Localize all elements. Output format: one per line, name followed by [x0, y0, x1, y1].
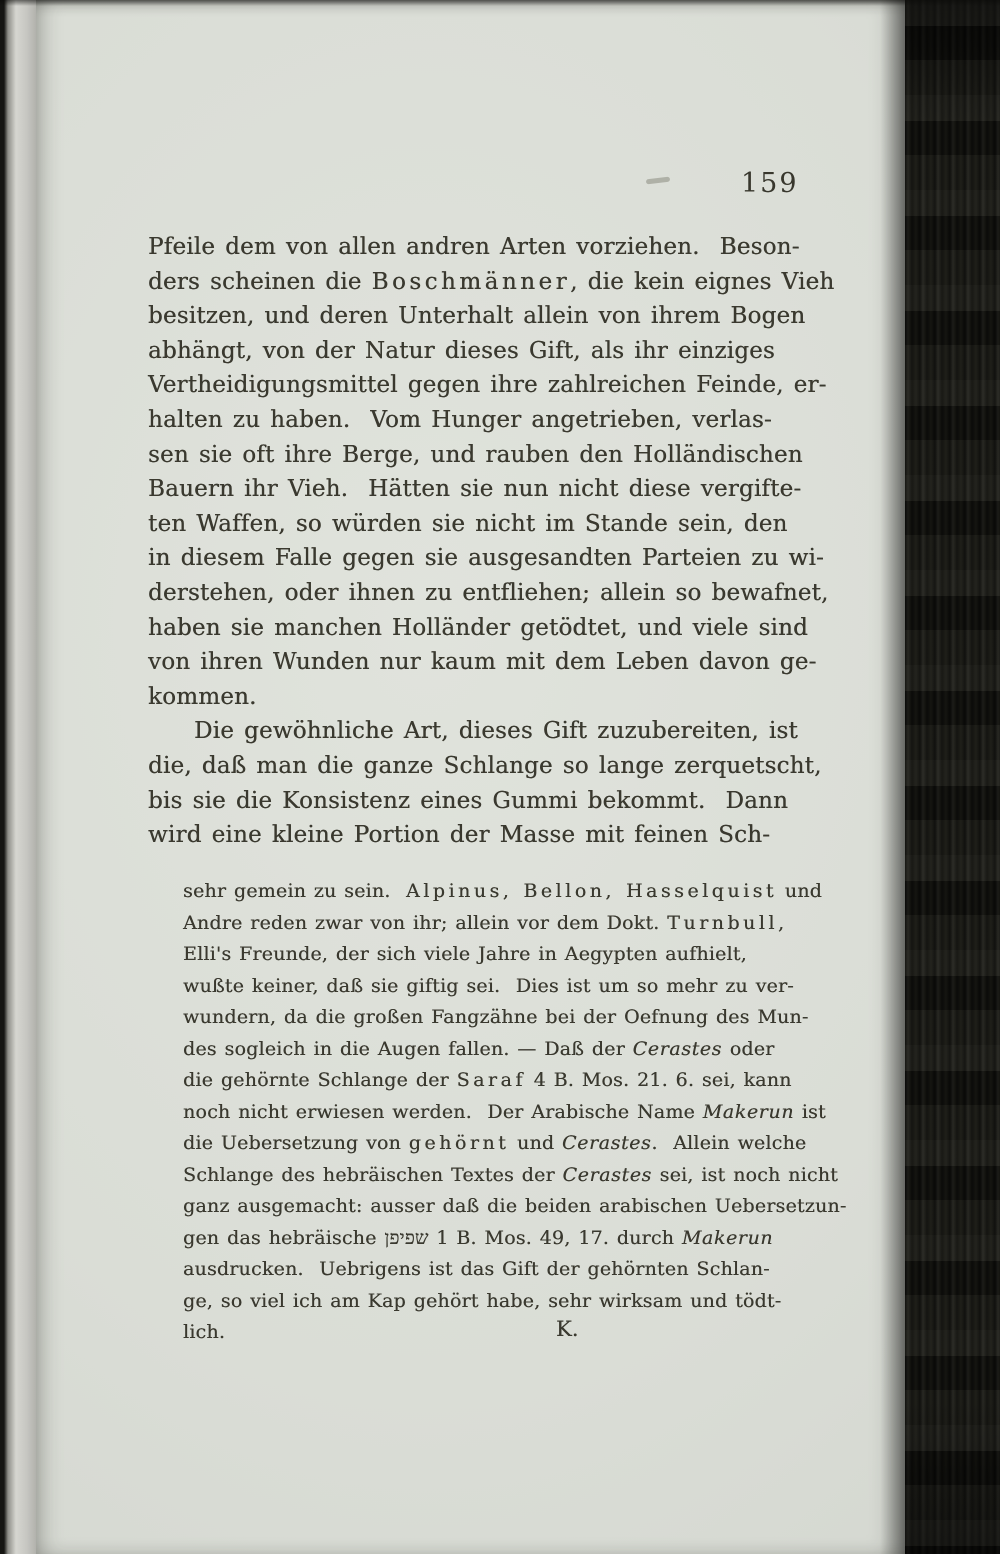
text-line [148, 299, 808, 334]
text-line [183, 1065, 803, 1097]
text-line [148, 818, 808, 853]
text-line [183, 876, 823, 908]
letterspaced-word: Turnbull [667, 911, 778, 934]
text-line [183, 1223, 803, 1255]
text-segment: die Uebersetzung von [183, 1132, 409, 1154]
paragraph [148, 230, 835, 714]
text-segment: , [777, 911, 785, 934]
text-line [183, 1160, 839, 1192]
text-segment: noch nicht erwiesen werden. Der Arabische Name [183, 1100, 703, 1123]
paragraph [148, 714, 822, 852]
text-line [183, 1034, 803, 1066]
text-segment: ganz ausgemacht: ausser daß die beiden arabischen Uebersetzun- [183, 1195, 847, 1217]
text-segment: lich. [183, 1321, 226, 1343]
text-segment: in diesem Falle gegen sie ausgesandten Parteien zu wi- [148, 545, 824, 572]
text-segment: die, daß man die ganze Schlange so lange zerquetscht, [148, 752, 822, 779]
scan-right-edge [905, 0, 1000, 1554]
text-segment: sei, ist noch nicht [651, 1163, 839, 1186]
text-segment: die gehörnte Schlange der [183, 1069, 457, 1091]
latin-italic-word: Cerastes [562, 1163, 652, 1186]
text-segment: Andre reden zwar von ihr; allein vor dem Dokt. [183, 911, 668, 934]
text-line [148, 784, 808, 819]
text-segment: ders scheinen die [148, 268, 372, 295]
text-line [183, 1317, 803, 1349]
text-segment: Elli's Freunde, der sich viele Jahre in Aegypten aufhielt, [183, 943, 747, 965]
latin-italic-word: Makerun [702, 1100, 795, 1123]
text-line [183, 1286, 803, 1318]
text-segment: derstehen, oder ihnen zu entfliehen; allein so bewafnet, [148, 579, 829, 606]
text-segment: Bauern ihr Vieh. Hätten sie nun nicht diese vergifte- [148, 476, 802, 503]
text-segment: haben sie manchen Holländer getödtet, und viele sind [148, 614, 808, 641]
text-segment: und [777, 880, 823, 902]
text-segment: wird eine kleine Portion der Masse mit feinen Sch- [148, 822, 771, 849]
text-segment: ge, so viel ich am Kap gehört habe, sehr wirksam und tödt- [183, 1289, 782, 1312]
text-line [148, 368, 827, 403]
text-segment: und [509, 1132, 562, 1154]
text-segment: kommen. [148, 683, 257, 710]
page-paper [36, 0, 905, 1554]
footnote [183, 876, 847, 1349]
hebrew-word: שפיפן [384, 1226, 429, 1249]
text-line [148, 541, 824, 576]
text-line [148, 749, 822, 784]
text-segment: 4 B. Mos. 21. 6. sei, kann [525, 1069, 792, 1091]
scan-top-edge [0, 0, 1000, 6]
text-segment: , die kein eignes Vieh [570, 268, 835, 295]
latin-italic-word: Makerun [681, 1226, 774, 1249]
text-line [183, 1002, 809, 1034]
text-segment: Vertheidigungsmittel gegen ihre zahlreichen Feinde, er- [148, 372, 827, 399]
text-segment: Schlange des hebräischen Textes der [183, 1163, 563, 1186]
text-segment: bis sie die Konsistenz eines Gummi bekommt. Dann [148, 787, 789, 814]
text-segment: 1 B. Mos. 49, 17. durch [428, 1226, 682, 1249]
paper-right-shadow [880, 0, 905, 1554]
letterspaced-word: Saraf [456, 1069, 526, 1091]
text-segment: . Allein welche [651, 1132, 807, 1154]
text-segment: wußte keiner, daß sie giftig sei. Dies ist um so mehr zu ver- [183, 974, 794, 997]
scan-left-edge [0, 0, 36, 1554]
text-segment: ist [794, 1100, 826, 1123]
text-line [148, 472, 808, 507]
page-number: 159 [741, 168, 799, 199]
text-segment: von ihren Wunden nur kaum mit dem Leben davon ge- [148, 649, 817, 676]
text-line [148, 680, 808, 715]
text-segment: sehr gemein zu sein. [183, 880, 406, 902]
text-line [183, 1128, 807, 1160]
text-line [148, 230, 808, 265]
text-line [148, 507, 808, 542]
letterspaced-word: gehörnt [408, 1132, 510, 1154]
text-line [183, 939, 803, 971]
latin-italic-word: Cerastes [562, 1132, 652, 1154]
text-line [183, 971, 803, 1003]
signature-mark: K. [556, 1317, 579, 1341]
letterspaced-word: Boschmänner [371, 268, 571, 295]
text-line [183, 908, 803, 940]
text-segment: ten Waffen, so würden sie nicht im Stande sein, den [148, 510, 788, 537]
text-line [148, 438, 808, 473]
text-line [148, 714, 808, 749]
text-segment: des sogleich in die Augen fallen. — Daß der [183, 1037, 633, 1060]
text-segment: besitzen, und deren Unterhalt allein von ihrem Bogen [148, 303, 806, 330]
text-line [148, 403, 808, 438]
text-segment: wundern, da die großen Fangzähne bei der Oefnung des Mun- [183, 1006, 809, 1028]
text-segment: Pfeile dem von allen andren Arten vorziehen. Beson- [148, 234, 800, 260]
body-text [148, 230, 835, 853]
latin-italic-word: Cerastes [632, 1037, 722, 1060]
text-line [183, 1191, 847, 1223]
text-segment: oder [722, 1037, 775, 1060]
text-line [148, 645, 817, 680]
text-segment: Die gewöhnliche Art, dieses Gift zuzubereiten, ist [194, 718, 798, 745]
text-line [148, 611, 808, 646]
text-line [183, 1254, 803, 1286]
text-line [148, 265, 835, 300]
text-segment: halten zu haben. Vom Hunger angetrieben, verlas- [148, 406, 772, 433]
text-segment: sen sie oft ihre Berge, und rauben den Holländischen [148, 441, 803, 468]
scan-smudge [646, 177, 670, 185]
text-segment: gen das hebräische [183, 1226, 385, 1249]
text-line [183, 1097, 826, 1129]
text-segment: ausdrucken. Uebrigens ist das Gift der gehörnten Schlan- [183, 1258, 770, 1280]
text-line [148, 334, 808, 369]
text-line [148, 576, 829, 611]
text-segment: abhängt, von der Natur dieses Gift, als ihr einziges [148, 337, 775, 364]
letterspaced-word: Alpinus, Bellon, Hasselquist [406, 880, 778, 902]
